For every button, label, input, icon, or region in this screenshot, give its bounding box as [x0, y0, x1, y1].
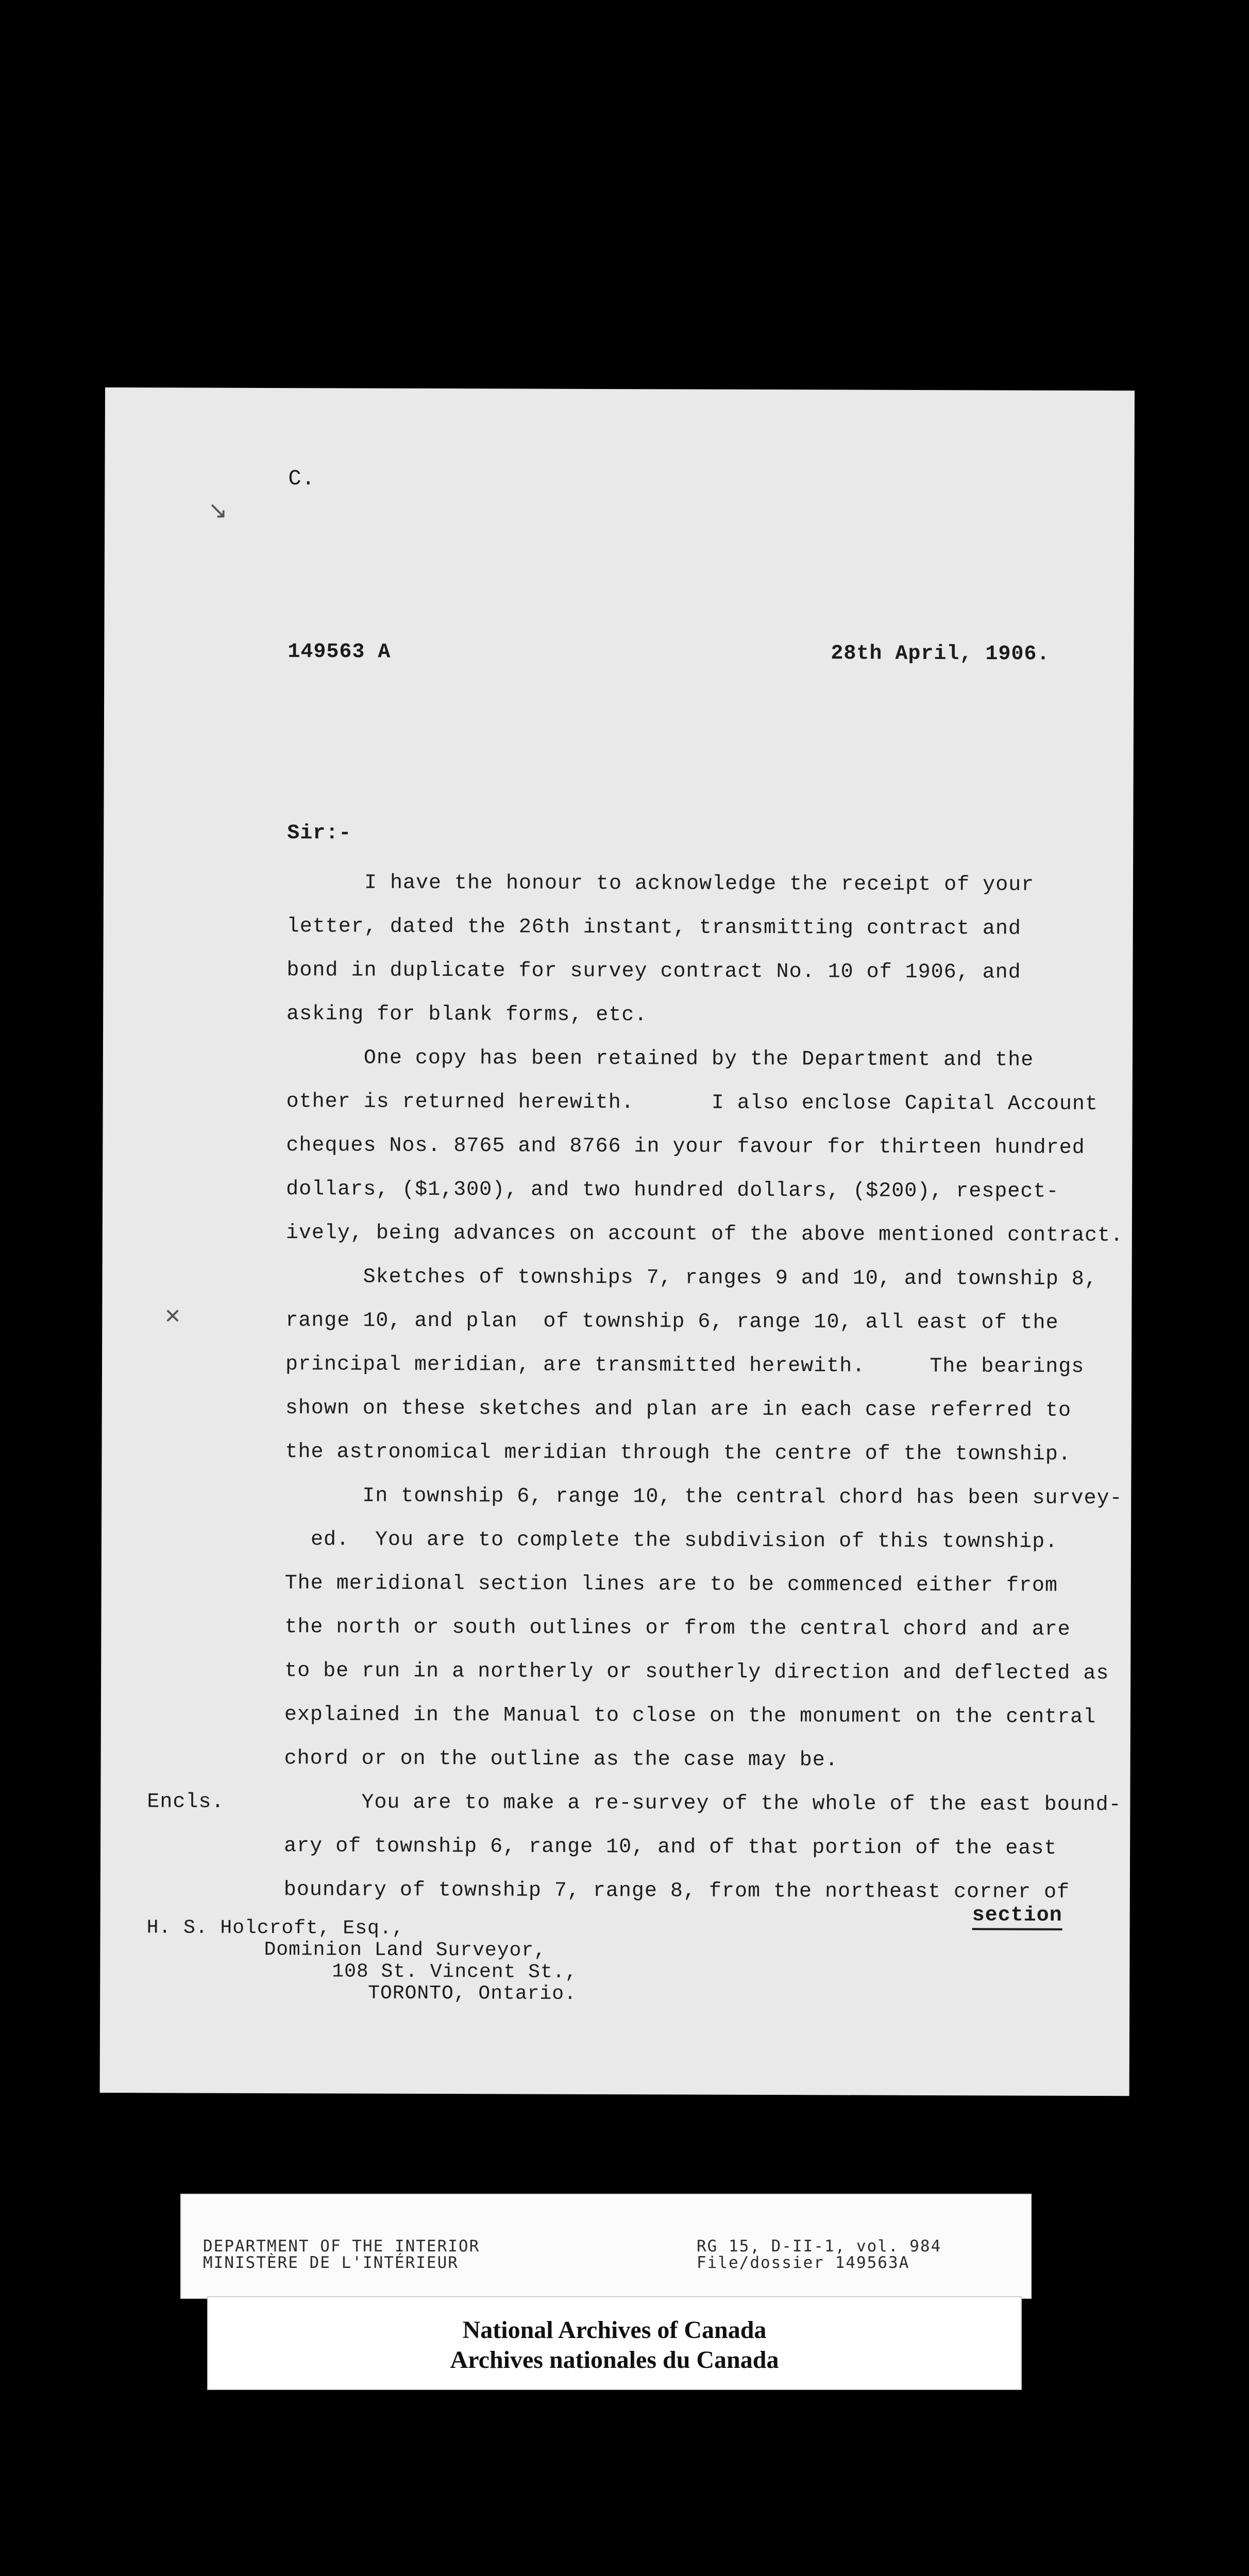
file-dossier-number: File/dossier 149563A [697, 2253, 910, 2272]
body-line: principal meridian, are transmitted herewith. The bearings [285, 1353, 1085, 1379]
catchword: section [972, 1904, 1062, 1930]
file-number: 149563 A [288, 640, 391, 664]
body-line: chord or on the outline as the case may be. [284, 1747, 838, 1772]
body-line: dollars, ($1,300), and two hundred dollars, ($200), respect- [286, 1178, 1059, 1204]
addressee-line: 108 St. Vincent St., [332, 1960, 578, 1984]
body-line: You are to make a re-survey of the whole of the east bound- [284, 1791, 1122, 1817]
body-line: Sketches of townships 7, ranges 9 and 10, and township 8, [285, 1265, 1098, 1292]
body-line: ed. You are to complete the subdivision of this township. [284, 1528, 1058, 1554]
letter-page [100, 387, 1135, 2096]
enclosures-note: Encls. [147, 1790, 225, 1814]
archive-reference-label [180, 2194, 1032, 2299]
department-french: MINISTÈRE DE L'INTÉRIEUR [203, 2253, 459, 2272]
department-english: DEPARTMENT OF THE INTERIOR [203, 2237, 480, 2256]
letter-date: 28th April, 1906. [831, 642, 1050, 666]
body-line: the astronomical meridian through the centre of the township. [285, 1440, 1071, 1466]
body-line: I have the honour to acknowledge the receipt of your [286, 871, 1035, 897]
body-line: letter, dated the 26th instant, transmitting contract and [286, 915, 1022, 941]
body-line: shown on these sketches and plan are in each case referred to [285, 1397, 1072, 1422]
pen-mark-icon: ↘ [208, 496, 228, 524]
addressee-line: TORONTO, Ontario. [368, 1982, 577, 2005]
body-line: ary of township 6, range 10, and of that portion of the east [284, 1835, 1057, 1860]
addressee-line: Dominion Land Surveyor, [264, 1938, 547, 1962]
body-line: One copy has been retained by the Department and the [286, 1046, 1034, 1072]
body-line: ively, being advances on account of the above mentioned contract. [285, 1222, 1124, 1248]
record-group-reference: RG 15, D-II-1, vol. 984 [697, 2237, 942, 2256]
body-line: bond in duplicate for survey contract No. 10 of 1906, and [286, 959, 1021, 985]
archives-name-english: National Archives of Canada [462, 2316, 767, 2344]
addressee-line: H. S. Holcroft, Esq., [146, 1917, 404, 1940]
margin-cross-icon: ✕ [164, 1304, 181, 1329]
national-archives-stamp [207, 2296, 1022, 2390]
body-line: In township 6, range 10, the central chord has been survey- [285, 1484, 1123, 1511]
body-line: asking for blank forms, etc. [286, 1003, 648, 1027]
body-line: cheques Nos. 8765 and 8766 in your favour for thirteen hundred [286, 1134, 1085, 1160]
body-line: explained in the Manual to close on the monument on the central [284, 1703, 1096, 1730]
body-line: range 10, and plan of township 6, range 10, all east of the [285, 1309, 1059, 1335]
archives-name-french: Archives nationales du Canada [450, 2346, 779, 2374]
body-line: The meridional section lines are to be commenced either from [284, 1572, 1058, 1598]
top-mark: C. [288, 466, 315, 492]
body-line: to be run in a northerly or southerly direction and deflected as [284, 1659, 1109, 1686]
body-line: boundary of township 7, range 8, from the northeast corner of [283, 1878, 1070, 1904]
body-line: the north or south outlines or from the central chord and are [284, 1616, 1071, 1641]
salutation: Sir:- [287, 822, 352, 845]
body-line: other is returned herewith. I also enclose Capital Account [286, 1090, 1098, 1116]
